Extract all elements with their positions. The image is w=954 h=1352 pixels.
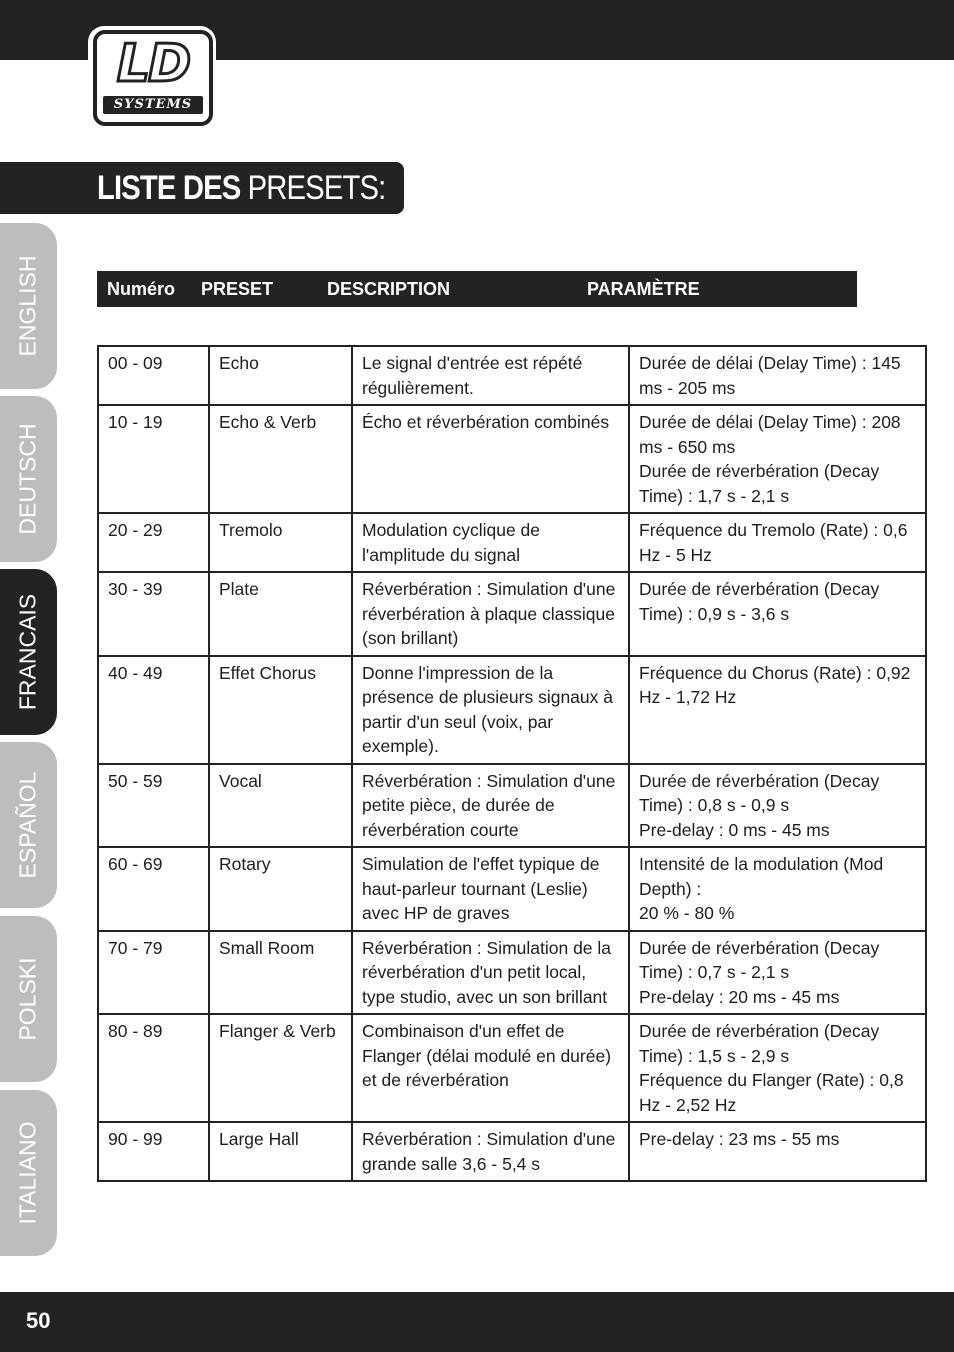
preset-name: Echo & Verb [209, 405, 352, 513]
preset-description: Combinaison d'un effet de Flanger (délai modulé en durée) et de réverbération [352, 1014, 629, 1122]
preset-name: Plate [209, 572, 352, 656]
preset-name: Rotary [209, 847, 352, 931]
preset-number: 00 - 09 [98, 346, 209, 405]
language-tab-label: ESPAÑOL [14, 771, 41, 879]
preset-description: Réverbération : Simulation d'une petite pièce, de durée de réverbération courte [352, 764, 629, 848]
header-preset: PRESET [201, 279, 274, 299]
header-number: Numéro [107, 279, 176, 299]
parameter-line: Pre-delay : 0 ms - 45 ms [639, 819, 830, 840]
header-parameters: PARAMÈTRE [587, 279, 700, 299]
preset-description: Donne l'impression de la présence de plusieurs signaux à partir d'un seul (voix, par exemple). [352, 656, 629, 764]
preset-number: 90 - 99 [98, 1122, 209, 1181]
parameter-line: Durée de délai (Delay Time) : 145 ms - 205 ms [639, 353, 901, 398]
preset-description: Réverbération : Simulation d'une réverbération à plaque classique (son brillant) [352, 572, 629, 656]
table-row [98, 931, 926, 1015]
table-row [98, 1122, 926, 1181]
parameter-line: Durée de réverbération (Decay Time) : 0,7 s - 2,1 s [639, 937, 880, 982]
parameter-line: Intensité de la modulation (Mod Depth) : [639, 854, 884, 899]
preset-number: 70 - 79 [98, 931, 209, 1015]
language-tab[interactable] [0, 742, 57, 908]
preset-description: Écho et réverbération combinés [352, 405, 629, 513]
language-tab-label: POLSKI [14, 957, 41, 1041]
preset-name: Vocal [209, 764, 352, 848]
preset-parameters [629, 931, 926, 1015]
preset-parameters [629, 764, 926, 848]
preset-parameters [629, 1014, 926, 1122]
table-row [98, 346, 926, 405]
parameter-line: Durée de réverbération (Decay Time) : 0,8 s - 0,9 s [639, 770, 880, 815]
preset-name: Tremolo [209, 513, 352, 572]
language-tab[interactable] [0, 1090, 57, 1256]
preset-parameters [629, 513, 926, 572]
brand-logo [88, 26, 216, 128]
language-tab[interactable] [0, 569, 57, 735]
preset-number: 30 - 39 [98, 572, 209, 656]
preset-description: Réverbération : Simulation de la réverbération d'un petit local, type studio, avec un son brillant [352, 931, 629, 1015]
preset-description: Simulation de l'effet typique de haut-parleur tournant (Leslie) avec HP de graves [352, 847, 629, 931]
header-description: DESCRIPTION [327, 279, 451, 299]
parameter-line: Durée de réverbération (Decay Time) : 1,7 s - 2,1 s [639, 461, 880, 506]
preset-parameters [629, 1122, 926, 1181]
table-row [98, 764, 926, 848]
preset-name: Flanger & Verb [209, 1014, 352, 1122]
table-header [97, 271, 857, 307]
preset-number: 40 - 49 [98, 656, 209, 764]
preset-parameters [629, 405, 926, 513]
preset-parameters [629, 346, 926, 405]
table-row [98, 1014, 926, 1122]
preset-number: 20 - 29 [98, 513, 209, 572]
preset-parameters [629, 847, 926, 931]
preset-name: Echo [209, 346, 352, 405]
page-title-light: PRESETS: [247, 169, 386, 207]
language-tab[interactable] [0, 223, 57, 389]
parameter-line: 20 % - 80 % [639, 903, 735, 923]
preset-number: 10 - 19 [98, 405, 209, 513]
table-row [98, 513, 926, 572]
logo-mark: LD [116, 34, 190, 94]
page-title-bold: LISTE DES [97, 169, 241, 207]
preset-name: Effet Chorus [209, 656, 352, 764]
preset-name: Large Hall [209, 1122, 352, 1181]
language-tab-label: DEUTSCH [14, 423, 41, 535]
language-tab-label: ENGLISH [14, 255, 41, 357]
table-row [98, 405, 926, 513]
preset-number: 80 - 89 [98, 1014, 209, 1122]
table-row [98, 847, 926, 931]
presets-table [97, 345, 927, 1182]
preset-number: 60 - 69 [98, 847, 209, 931]
page-title [97, 163, 385, 213]
parameter-line: Durée de réverbération (Decay Time) : 0,9 s - 3,6 s [639, 579, 880, 624]
preset-number: 50 - 59 [98, 764, 209, 848]
logo-frame [93, 30, 213, 126]
parameter-line: Durée de réverbération (Decay Time) : 1,5 s - 2,9 s [639, 1021, 880, 1066]
language-tab-label: ITALIANO [14, 1121, 41, 1225]
preset-parameters [629, 656, 926, 764]
table-row [98, 572, 926, 656]
language-tab-label: FRANCAIS [14, 593, 41, 711]
parameter-line: Pre-delay : 20 ms - 45 ms [639, 986, 840, 1007]
parameter-line: Pre-delay : 23 ms - 55 ms [639, 1129, 840, 1149]
preset-parameters [629, 572, 926, 656]
preset-description: Modulation cyclique de l'amplitude du signal [352, 513, 629, 572]
bottom-bar [0, 1292, 954, 1352]
preset-description: Le signal d'entrée est répété régulièrement. [352, 346, 629, 405]
preset-description: Réverbération : Simulation d'une grande salle 3,6 - 5,4 s [352, 1122, 629, 1181]
parameter-line: Fréquence du Flanger (Rate) : 0,8 Hz - 2,52 Hz [639, 1070, 904, 1115]
preset-name: Small Room [209, 931, 352, 1015]
parameter-line: Durée de délai (Delay Time) : 208 ms - 650 ms [639, 412, 901, 457]
logo-subtext: SYSTEMS [113, 97, 193, 112]
table-row [98, 656, 926, 764]
parameter-line: Fréquence du Tremolo (Rate) : 0,6 Hz - 5 Hz [639, 520, 908, 565]
language-tab[interactable] [0, 916, 57, 1082]
page-number: 50 [26, 1308, 51, 1333]
parameter-line: Fréquence du Chorus (Rate) : 0,92 Hz - 1,72 Hz [639, 662, 911, 707]
language-tab[interactable] [0, 396, 57, 562]
